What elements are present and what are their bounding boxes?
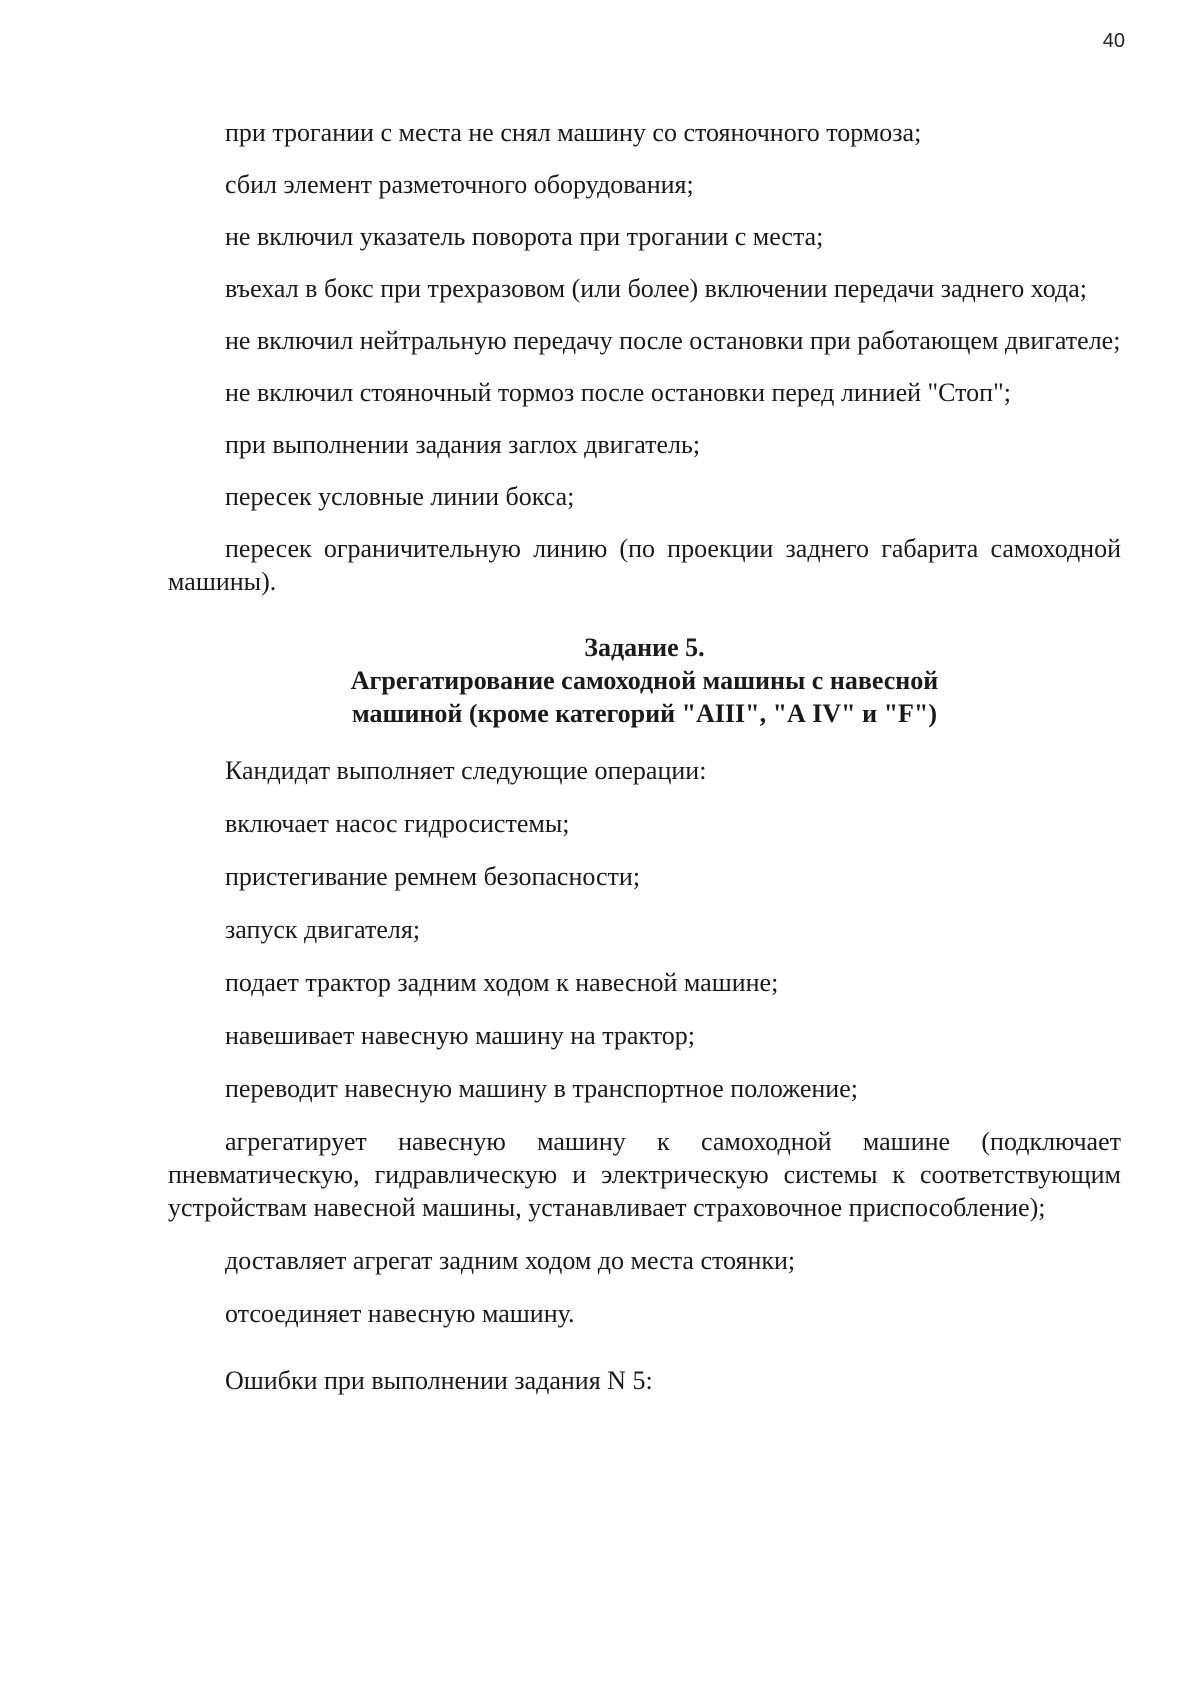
list-item: навешивает навесную машину на трактор; [225, 1021, 695, 1050]
list-item: пересек условные линии бокса; [225, 482, 575, 511]
list-item: сбил элемент разметочного оборудования; [225, 170, 694, 199]
list-item: доставляет агрегат задним ходом до места стоянки; [225, 1246, 796, 1275]
list-item: пересек ограничительную линию (по проекции заднего габарита самоходной машины). [168, 534, 1121, 596]
list-item: не включил указатель поворота при трогании с места; [225, 222, 824, 251]
section-heading [168, 631, 1121, 730]
task-subtitle-line1: Агрегатирование самоходной машины с навесной [350, 666, 939, 695]
task-title: Задание 5. [584, 633, 705, 662]
intro-text: Кандидат выполняет следующие операции: [225, 756, 707, 785]
page-number: 40 [1102, 30, 1125, 52]
errors-list-continued [168, 116, 1121, 598]
list-item: въехал в бокс при трехразовом (или более) включении передачи заднего хода; [225, 274, 1087, 303]
operations-list [168, 754, 1121, 1397]
list-item: запуск двигателя; [225, 915, 421, 944]
list-item: переводит навесную машину в транспортное положение; [225, 1074, 858, 1103]
list-item: при трогании с места не снял машину со стояночного тормоза; [225, 118, 922, 147]
list-item: при выполнении задания заглох двигатель; [225, 430, 701, 459]
list-item: не включил стояночный тормоз после остановки перед линией "Стоп"; [225, 378, 1011, 407]
list-item: подает трактор задним ходом к навесной машине; [225, 968, 779, 997]
errors-heading: Ошибки при выполнении задания N 5: [225, 1366, 653, 1395]
document-body [168, 116, 1121, 1417]
list-item: не включил нейтральную передачу после остановки при работающем двигателе; [225, 326, 1121, 355]
list-item: пристегивание ремнем безопасности; [225, 862, 641, 891]
list-item: агрегатирует навесную машину к самоходной машине (подключает пневматическую, гидравлическую и электрическую системы к соответствующим устройствам навесной машины, устанавливает страховочное приспособление); [168, 1127, 1121, 1222]
list-item: включает насос гидросистемы; [225, 809, 570, 838]
task-subtitle-line2: машиной (кроме категорий "АIII", "А IV" и "F") [351, 699, 937, 728]
list-item: отсоединяет навесную машину. [225, 1299, 575, 1328]
